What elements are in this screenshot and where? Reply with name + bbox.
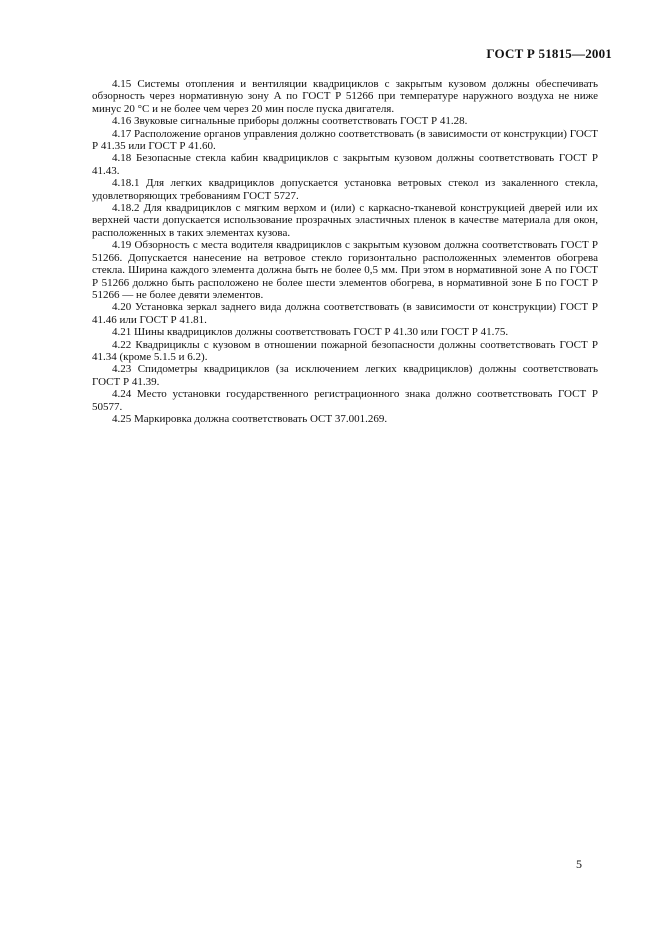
clause-4-20: 4.20 Установка зеркал заднего вида должна соответствовать (в зависимости от конструкции) ГОСТ Р 41.46 или ГОСТ Р 41.81. xyxy=(92,301,598,326)
page-number: 5 xyxy=(576,857,582,871)
document-body xyxy=(92,78,598,425)
clause-4-25: 4.25 Маркировка должна соответствовать ОСТ 37.001.269. xyxy=(112,412,388,425)
standard-designation: ГОСТ Р 51815—2001 xyxy=(486,46,612,61)
clause-4-24: 4.24 Место установки государственного регистрационного знака должно соответствовать ГОСТ Р 50577. xyxy=(92,388,598,413)
clause-4-16: 4.16 Звуковые сигнальные приборы должны соответствовать ГОСТ Р 41.28. xyxy=(112,115,468,128)
clause-4-19: 4.19 Обзорность с места водителя квадрициклов с закрытым кузовом должна соответствовать ГОСТ Р 51266. Допускается нанесение на ветровое стекло горизонтально расположенных элементов обогрева стекла. Ширина каждого элемента должна быть не более 0,5 мм. При этом в нормативной зоне А по ГОСТ Р 51266 должно быть расположено не более шести элементов обогрева, в нормативной зоне Б по ГОСТ Р 51266 — не более девяти элементов. xyxy=(92,239,598,301)
clause-4-18: 4.18 Безопасные стекла кабин квадрициклов с закрытым кузовом должны соответствовать ГОСТ Р 41.43. xyxy=(92,152,598,177)
clause-4-21: 4.21 Шины квадрициклов должны соответствовать ГОСТ Р 41.30 или ГОСТ Р 41.75. xyxy=(112,326,509,339)
clause-4-15: 4.15 Системы отопления и вентиляции квадрициклов с закрытым кузовом должны обеспечивать обзорность через нормативную зону А по ГОСТ Р 51266 при температуре наружного воздуха не ниже минус 20 °С и не более чем через 20 мин после пуска двигателя. xyxy=(92,78,598,115)
clause-4-18-2: 4.18.2 Для квадрициклов с мягким верхом и (или) с каркасно-тканевой конструкцией дверей или их верхней части допускается использование прозрачных эластичных пленок в качестве материала для окон, расположенных в таких элементах кузова. xyxy=(92,202,598,239)
clause-4-18-1: 4.18.1 Для легких квадрициклов допускается установка ветровых стекол из закаленного стекла, удовлетворяющих требованиям ГОСТ 5727. xyxy=(92,177,598,202)
clause-4-22: 4.22 Квадрициклы с кузовом в отношении пожарной безопасности должны соответствовать ГОСТ Р 41.34 (кроме 5.1.5 и 6.2). xyxy=(92,338,598,363)
clause-4-23: 4.23 Спидометры квадрициклов (за исключением легких квадрициклов) должны соответствовать ГОСТ Р 41.39. xyxy=(92,363,598,388)
clause-4-17: 4.17 Расположение органов управления должно соответствовать (в зависимости от конструкции) ГОСТ Р 41.35 или ГОСТ Р 41.60. xyxy=(92,127,598,153)
